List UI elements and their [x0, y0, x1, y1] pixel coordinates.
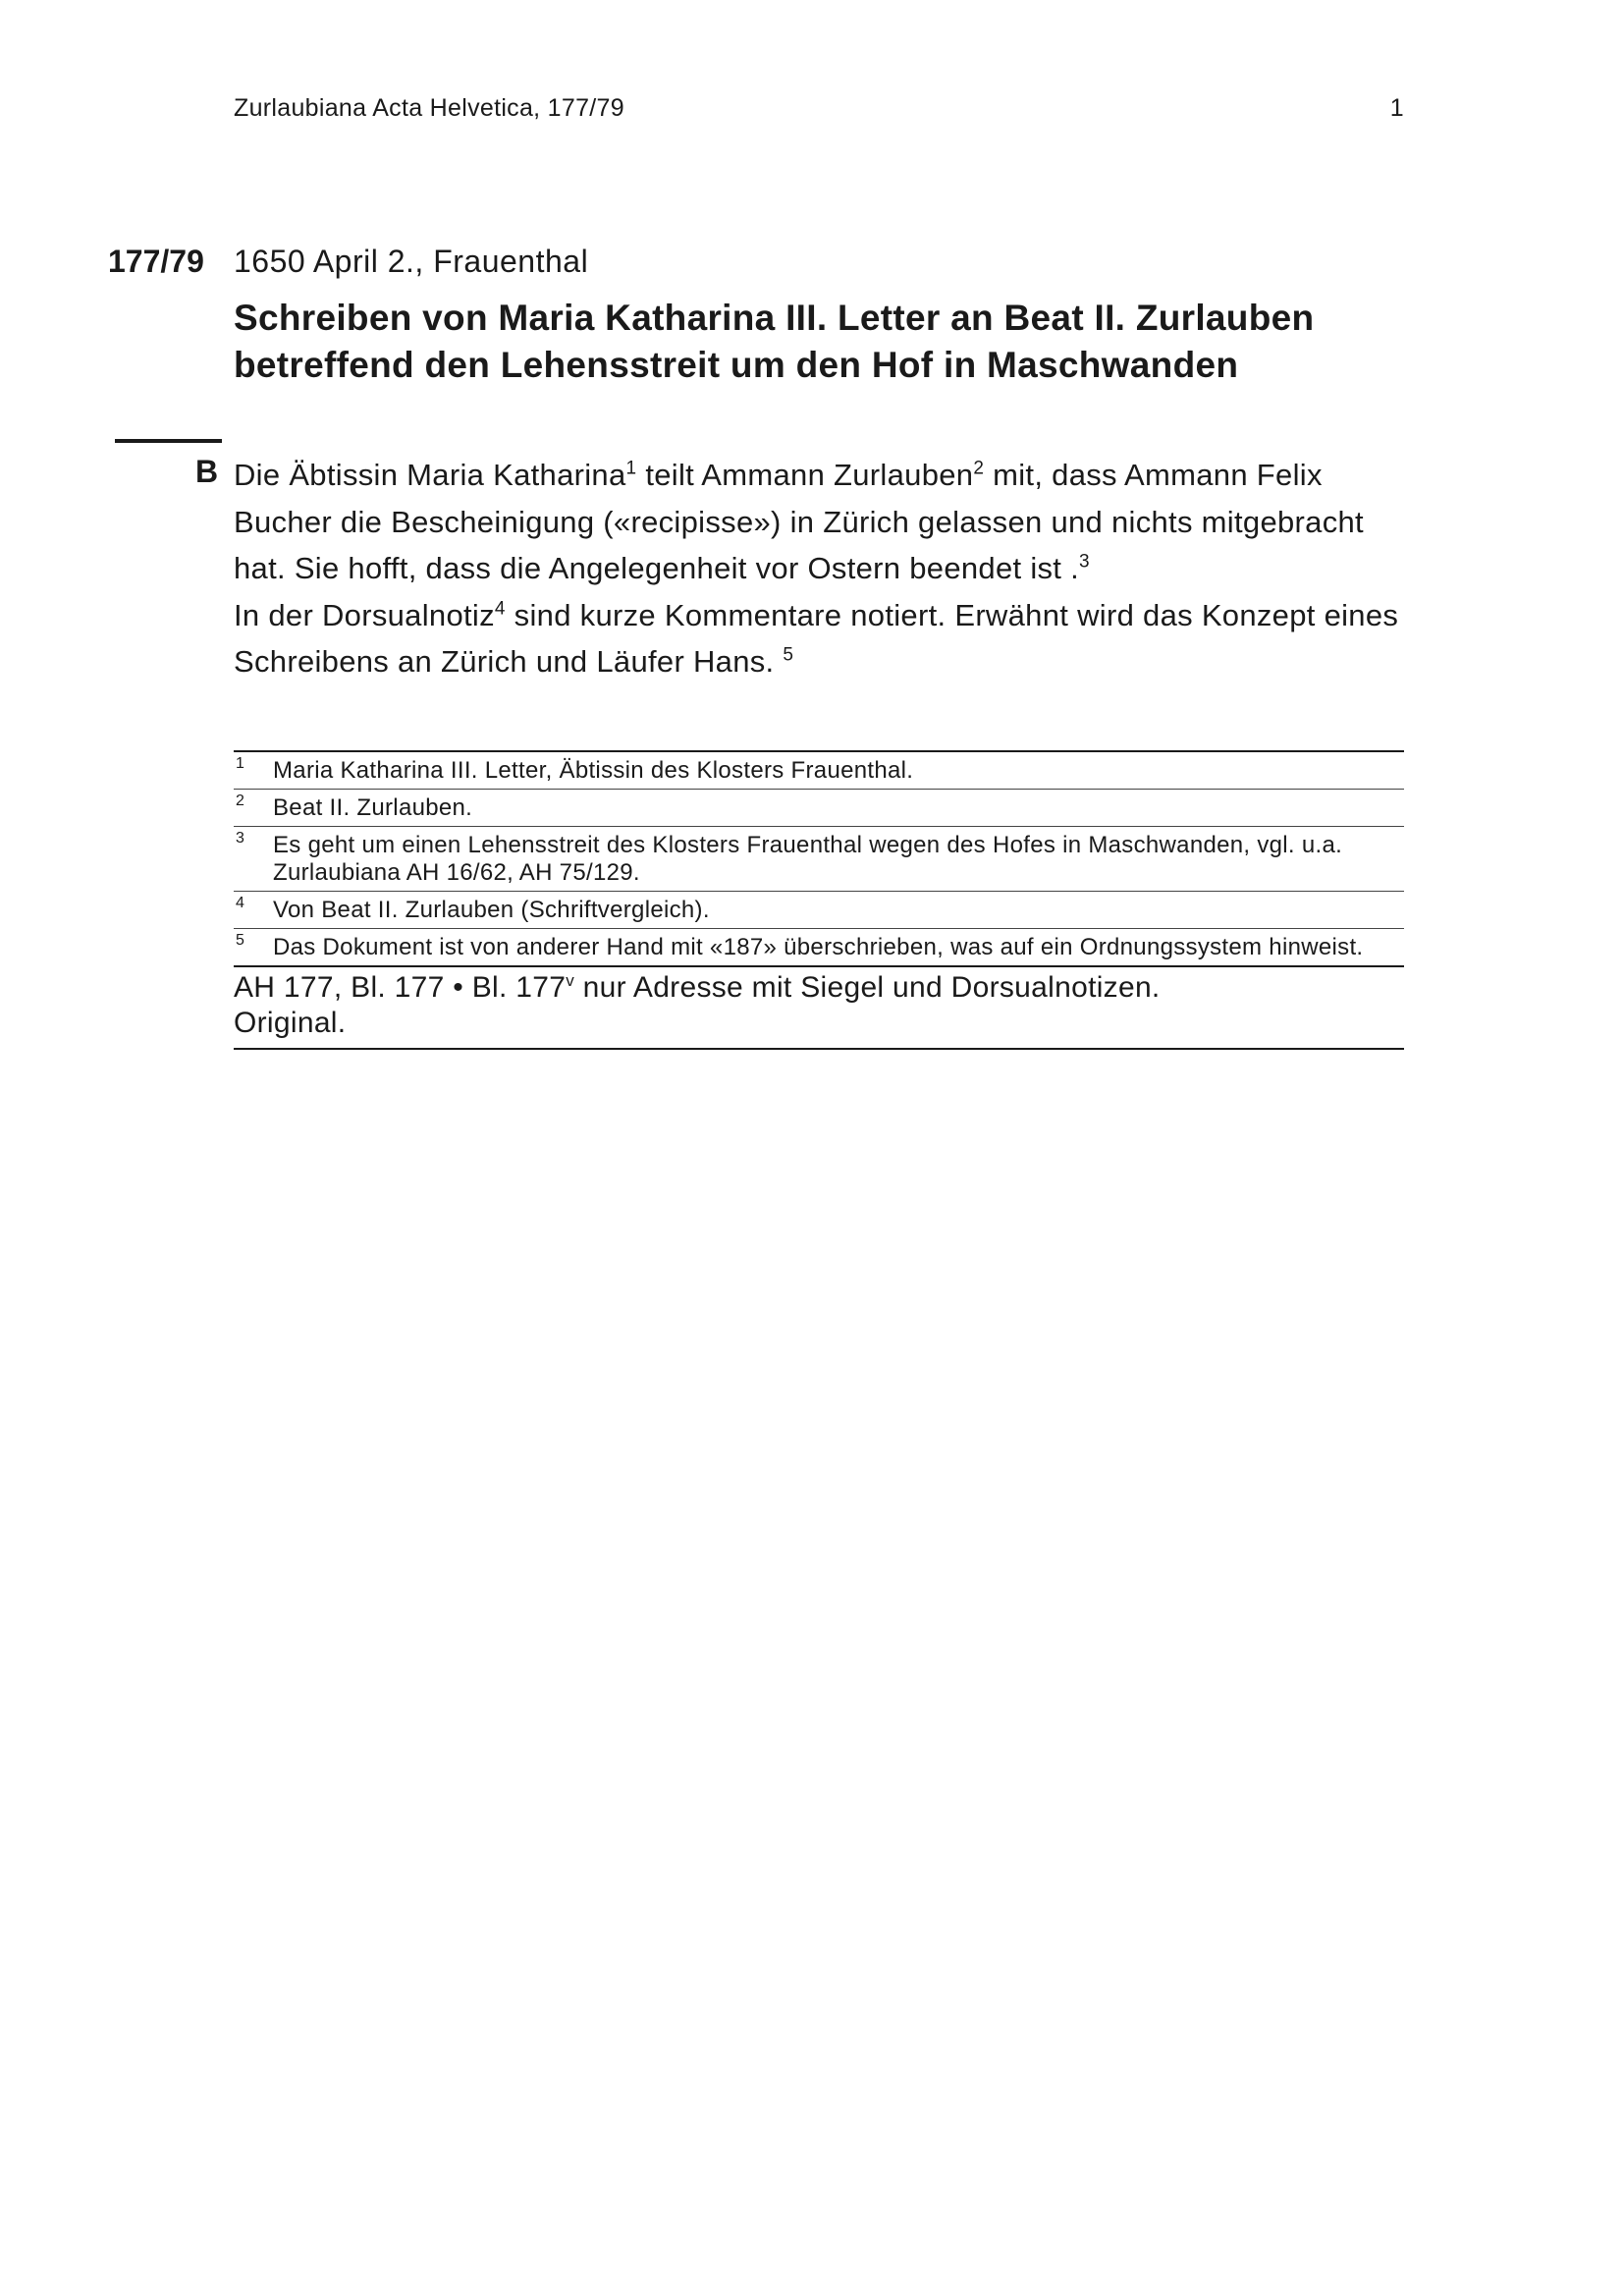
summary-text-segment: mit, dass Ammann Felix Bucher die Bescheinigung («recipisse») in Zürich gelassen und nichts mitgebracht hat. Sie hofft, dass die Angelegenheit vor Ostern beendet ist . — [234, 458, 1364, 585]
footnote — [234, 752, 1404, 790]
source-text-segment: AH 177, Bl. 177 • Bl. 177 — [234, 971, 567, 1004]
document-number: 177/79 — [108, 244, 204, 279]
document-title: Schreiben von Maria Katharina III. Letter an Beat II. Zurlauben betreffend den Lehensstreit um den Hof in Maschwanden — [234, 298, 1315, 385]
source-text-segment: nur Adresse mit Siegel und Dorsualnotizen. — [574, 971, 1161, 1004]
footnote-number: 1 — [236, 755, 245, 772]
page-number: 1 — [1389, 94, 1404, 122]
footnote-number: 5 — [236, 932, 245, 949]
footnote-text: Es geht um einen Lehensstreit des Klosters Frauenthal wegen des Hofes in Maschwanden, vgl. u.a. Zurlaubiana AH 16/62, AH 75/129. — [273, 832, 1343, 886]
footnote — [234, 790, 1404, 827]
footnote-text: Beat II. Zurlauben. — [273, 794, 473, 821]
verso-superscript: v — [566, 971, 575, 990]
running-title: Zurlaubiana Acta Helvetica, 177/79 — [234, 94, 624, 122]
source-line-2: Original. — [234, 1007, 347, 1039]
footnote-text: Das Dokument ist von anderer Hand mit «187» überschrieben, was auf ein Ordnungssystem hinweist. — [273, 934, 1364, 960]
footnote-text: Maria Katharina III. Letter, Äbtissin des Klosters Frauenthal. — [273, 757, 914, 784]
source-note — [234, 967, 1404, 1050]
footnote — [234, 892, 1404, 929]
summary-text-segment: Die Äbtissin Maria Katharina — [234, 458, 626, 492]
footnote-number: 2 — [236, 793, 245, 809]
summary-text — [234, 452, 1412, 685]
footnote-reference: 3 — [1079, 551, 1090, 573]
summary-text-segment: sind kurze Kommentare notiert. Erwähnt wird das Konzept eines Schreibens an Zürich und Läufer Hans. — [234, 597, 1399, 679]
summary-paragraph-2 — [234, 592, 1412, 685]
footnote-reference: 5 — [783, 644, 794, 666]
footnote-number: 3 — [236, 830, 245, 847]
source-line-1 — [234, 970, 1404, 1006]
footnotes-section — [234, 750, 1404, 1050]
footnote-reference: 1 — [625, 458, 637, 479]
footnote — [234, 929, 1404, 967]
summary-paragraph-1 — [234, 452, 1412, 592]
footnote-text: Von Beat II. Zurlauben (Schriftvergleich). — [273, 897, 710, 923]
footnote-number: 4 — [236, 895, 245, 911]
summary-text-segment: In der Dorsualnotiz — [234, 597, 495, 632]
running-header — [234, 94, 1404, 123]
footnote-reference: 4 — [494, 598, 506, 620]
footnote — [234, 827, 1404, 892]
document-date-place: 1650 April 2., Frauenthal — [234, 244, 589, 279]
footnote-reference: 2 — [973, 458, 985, 479]
summary-text-segment: teilt Ammann Zurlauben — [636, 458, 974, 492]
section-divider — [115, 439, 222, 443]
summary-marker: B — [195, 454, 219, 489]
